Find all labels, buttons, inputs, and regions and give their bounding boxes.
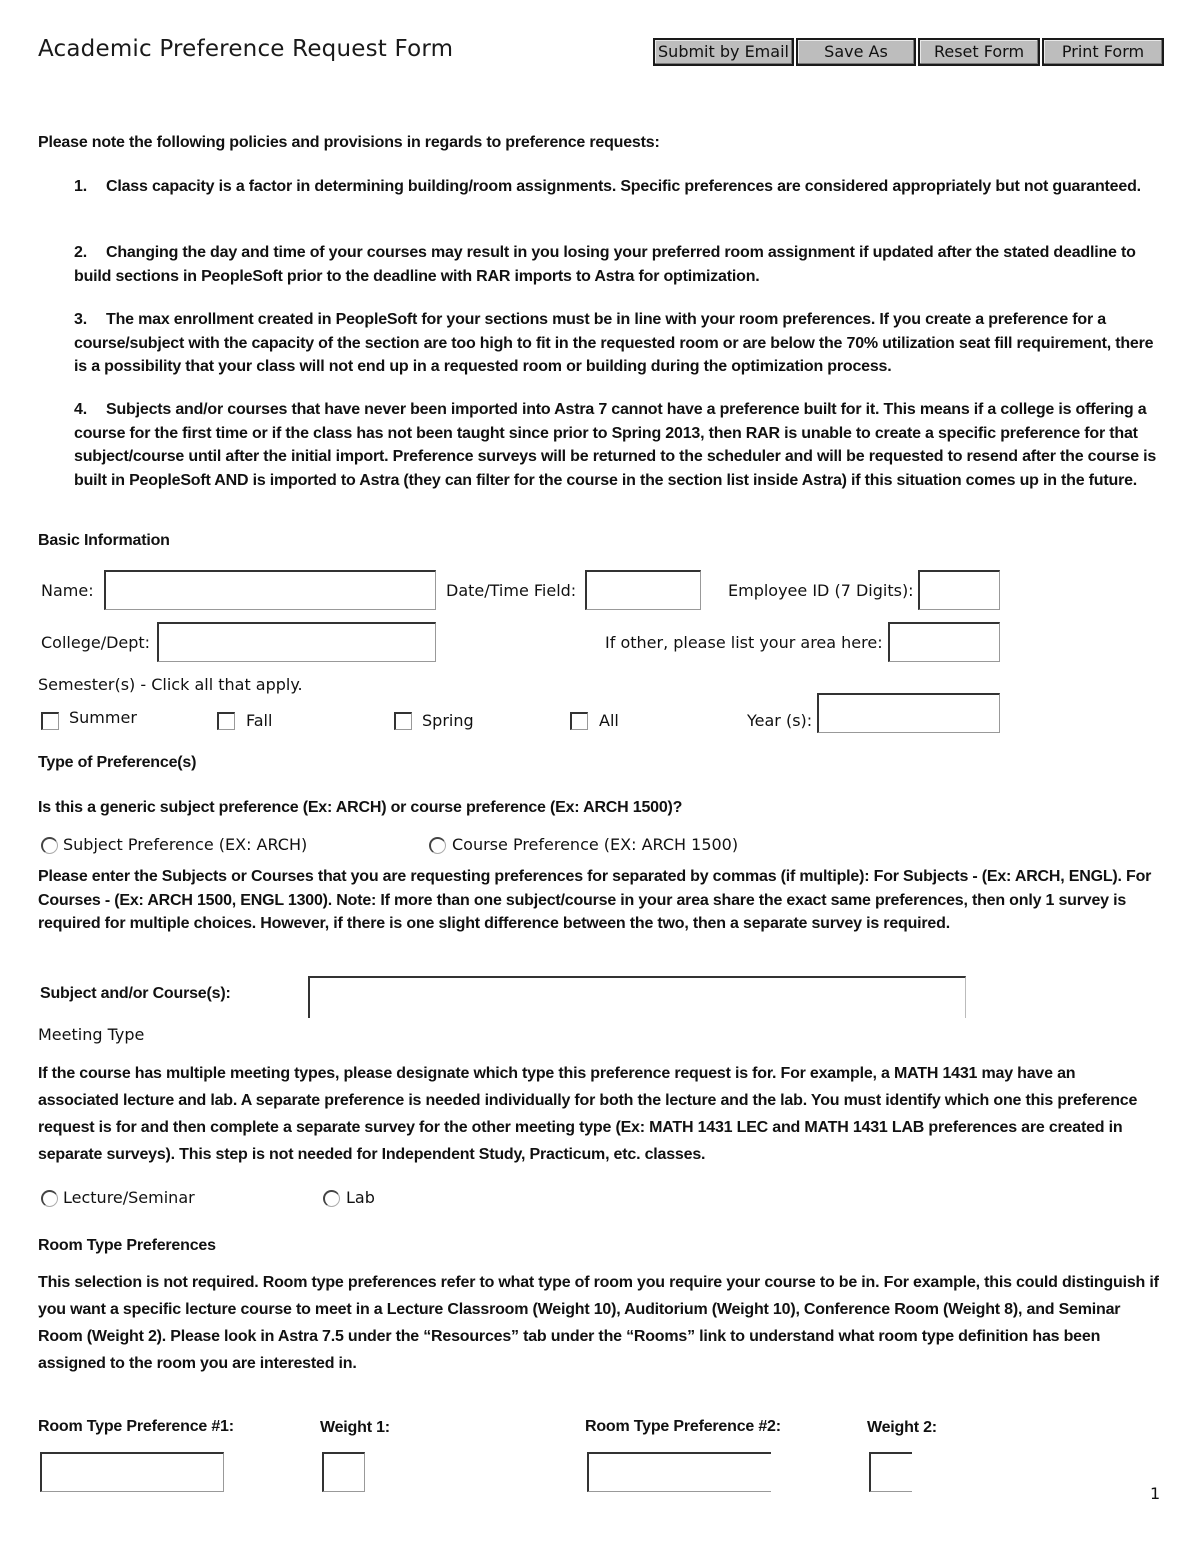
basic-info-heading: Basic Information <box>38 532 170 549</box>
meeting-type-heading: Meeting Type <box>38 1025 145 1044</box>
datetime-input[interactable] <box>585 570 701 610</box>
page-title: Academic Preference Request Form <box>38 36 454 62</box>
weight-2-input[interactable] <box>869 1452 912 1492</box>
summer-label: Summer <box>69 708 137 727</box>
weight-2-label: Weight 2: <box>867 1419 937 1436</box>
datetime-label: Date/Time Field: <box>446 581 577 600</box>
policy-text: The max enrollment created in PeopleSoft for your sections must be in line with your room preferences. If you create a preference for a course/subject with the capacity of the section are too high to fit in the requested room or are below the 70% utilization seat fill requirement, there is a possibility that your class will not end up in a requested room or building during the optimization process. <box>74 311 1154 375</box>
lecture-seminar-label: Lecture/Seminar <box>63 1188 195 1207</box>
fall-checkbox[interactable] <box>217 712 235 730</box>
other-area-label: If other, please list your area here: <box>605 633 883 652</box>
room-pref-1-label: Room Type Preference #1: <box>38 1418 234 1435</box>
page-number: 1 <box>1150 1484 1161 1503</box>
lab-radio[interactable] <box>323 1190 340 1207</box>
all-checkbox[interactable] <box>570 712 588 730</box>
summer-checkbox[interactable] <box>41 712 59 730</box>
room-pref-2-input[interactable] <box>587 1452 771 1492</box>
semester-label: Semester(s) - Click all that apply. <box>38 675 303 694</box>
policies-intro: Please note the following policies and provisions in regards to preference requests: <box>38 134 660 151</box>
save-as-button[interactable]: Save As <box>796 38 916 66</box>
policy-item <box>74 175 1164 199</box>
lab-label: Lab <box>346 1188 375 1207</box>
room-pref-1-input[interactable] <box>40 1452 224 1492</box>
course-preference-radio[interactable] <box>429 837 446 854</box>
name-label: Name: <box>41 581 94 600</box>
room-type-heading: Room Type Preferences <box>38 1237 216 1254</box>
subject-preference-label: Subject Preference (EX: ARCH) <box>63 835 308 854</box>
name-input[interactable] <box>104 570 436 610</box>
lecture-seminar-radio[interactable] <box>41 1190 58 1207</box>
policy-number: 1. <box>74 178 87 195</box>
policy-number: 3. <box>74 311 87 328</box>
meeting-type-text: If the course has multiple meeting types, please designate which type this preference request is for. For example, a MATH 1431 may have an associated lecture and lab. A separate preference is needed individually for both the lecture and the lab. You must identify which one this preference request is for and then complete a separate survey for the other meeting type (Ex: MATH 1431 LEC and MATH 1431 LAB preferences are created in separate surveys). This step is not needed for Independent Study, Practicum, etc. classes. <box>38 1065 1138 1163</box>
other-area-input[interactable] <box>888 622 1000 662</box>
subject-instructions: Please enter the Subjects or Courses that you are requesting preferences for separated by commas (if multiple): For Subjects - (Ex: ARCH, ENGL). For Courses - (Ex: ARCH 1500, ENGL 1300). Note: If more than one subject/course in your area share the exact same preferences, then only 1 survey is required for multiple choices. However, if there is one slight difference between the two, then a separate survey is required. <box>38 868 1152 932</box>
weight-1-label: Weight 1: <box>320 1419 390 1436</box>
college-dept-input[interactable] <box>157 622 436 662</box>
year-input[interactable] <box>817 693 1000 733</box>
year-label: Year (s): <box>747 711 813 730</box>
course-preference-label: Course Preference (EX: ARCH 1500) <box>452 835 739 854</box>
policy-text: Changing the day and time of your courses may result in you losing your preferred room assignment if updated after the stated deadline to build sections in PeopleSoft prior to the deadline with RAR imports to Astra for optimization. <box>74 244 1136 285</box>
college-dept-label: College/Dept: <box>41 633 151 652</box>
preference-type-heading: Type of Preference(s) <box>38 754 197 771</box>
policy-item <box>74 241 1164 288</box>
fall-label: Fall <box>246 711 273 730</box>
subject-course-label: Subject and/or Course(s): <box>40 985 231 1002</box>
employee-id-input[interactable] <box>918 570 1000 610</box>
spring-label: Spring <box>422 711 474 730</box>
policy-number: 4. <box>74 401 87 418</box>
room-type-text: This selection is not required. Room type preferences refer to what type of room you require your course to be in. For example, this could distinguish if you want a specific lecture course to meet in a Lecture Classroom (Weight 10), Auditorium (Weight 10), Conference Room (Weight 8), and Seminar Room (Weight 2). Please look in Astra 7.5 under the “Resources” tab under the “Rooms” link to understand what room type definition has been assigned to the room you are interested in. <box>38 1274 1159 1372</box>
policy-number: 2. <box>74 244 87 261</box>
policy-item <box>74 398 1164 492</box>
weight-1-input[interactable] <box>322 1452 365 1492</box>
room-pref-2-label: Room Type Preference #2: <box>585 1418 781 1435</box>
spring-checkbox[interactable] <box>394 712 412 730</box>
subject-course-input[interactable] <box>308 976 966 1018</box>
policy-text: Class capacity is a factor in determining building/room assignments. Specific preferences are considered appropriately but not guaranteed. <box>106 178 1141 195</box>
preference-question: Is this a generic subject preference (Ex: ARCH) or course preference (Ex: ARCH 1500)? <box>38 799 683 816</box>
policy-item <box>74 308 1164 379</box>
policy-text: Subjects and/or courses that have never been imported into Astra 7 cannot have a preference built for it. This means if a college is offering a course for the first time or if the class has not been taught since prior to Spring 2013, then RAR is unable to create a specific preference for that subject/course until after the initial import. Preference surveys will be returned to the scheduler and will be requested to resend after the course is built in PeopleSoft AND is imported to Astra (they can filter for the course in the section list inside Astra) if this situation comes up in the future. <box>74 401 1157 489</box>
print-form-button[interactable]: Print Form <box>1042 38 1164 66</box>
employee-id-label: Employee ID (7 Digits): <box>728 581 914 600</box>
reset-form-button[interactable]: Reset Form <box>918 38 1040 66</box>
all-label: All <box>599 711 619 730</box>
submit-by-email-button[interactable]: Submit by Email <box>653 38 794 66</box>
subject-preference-radio[interactable] <box>41 837 58 854</box>
